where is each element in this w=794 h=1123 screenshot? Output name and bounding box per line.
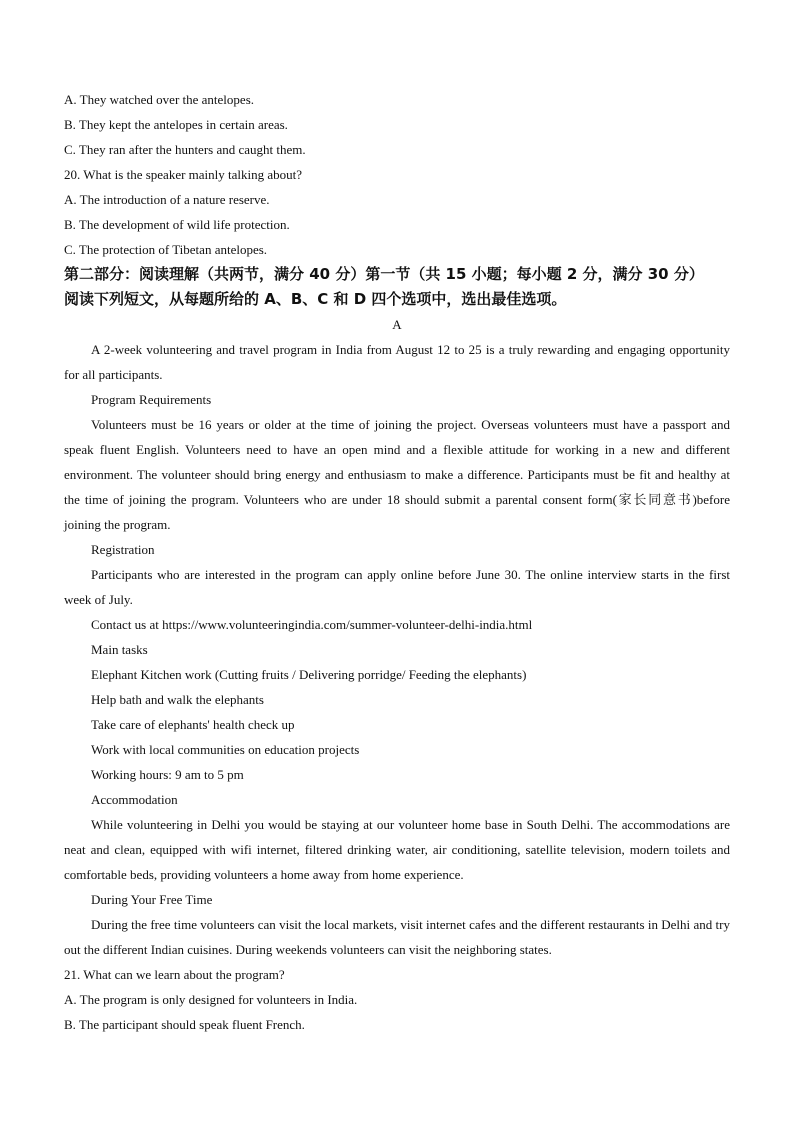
q19-option-c: C. They ran after the hunters and caught them. bbox=[64, 142, 306, 157]
document-page bbox=[64, 87, 730, 1037]
q21-question: 21. What can we learn about the program? bbox=[64, 967, 285, 982]
passage-intro: A 2-week volunteering and travel program in India from August 12 to 25 is a truly rewarding and engaging opportunity for all participants. bbox=[64, 342, 730, 382]
task-item: Take care of elephants' health check up bbox=[91, 717, 295, 732]
accommodation-text: While volunteering in Delhi you would be staying at our volunteer home base in South Delhi. The accommodations are neat and clean, equipped with wifi internet, filtered drinking water, air conditioning, satellite television, modern toilets and comfortable beds, providing volunteers a home away from home experience. bbox=[64, 817, 730, 882]
q20-option-c: C. The protection of Tibetan antelopes. bbox=[64, 242, 268, 257]
q20-option-b: B. The development of wild life protection. bbox=[64, 217, 290, 232]
contact-line: Contact us at https://www.volunteeringindia.com/summer-volunteer-delhi-india.html bbox=[91, 617, 533, 632]
registration-title: Registration bbox=[91, 542, 155, 557]
working-hours: Working hours: 9 am to 5 pm bbox=[91, 767, 244, 782]
task-item: Work with local communities on education projects bbox=[91, 742, 360, 757]
q20-question: 20. What is the speaker mainly talking about? bbox=[64, 167, 303, 182]
section-heading-2: 阅读下列短文，从每题所给的 A、B、C 和 D 四个选项中，选出最佳选项。 bbox=[64, 290, 567, 308]
passage-label: A bbox=[392, 317, 402, 332]
q19-option-a: A. They watched over the antelopes. bbox=[64, 92, 254, 107]
task-item: Help bath and walk the elephants bbox=[91, 692, 264, 707]
tasks-title: Main tasks bbox=[91, 642, 148, 657]
freetime-title: During Your Free Time bbox=[91, 892, 213, 907]
q19-option-b: B. They kept the antelopes in certain areas. bbox=[64, 117, 288, 132]
freetime-text: During the free time volunteers can visit the local markets, visit internet cafes and the different restaurants in Delhi and try out the different Indian cuisines. During weekends volunteers can visit the neighboring states. bbox=[64, 917, 730, 957]
q20-option-a: A. The introduction of a nature reserve. bbox=[64, 192, 270, 207]
q21-option-b: B. The participant should speak fluent French. bbox=[64, 1017, 305, 1032]
accommodation-title: Accommodation bbox=[91, 792, 178, 807]
registration-text: Participants who are interested in the program can apply online before June 30. The online interview starts in the first week of July. bbox=[64, 567, 730, 607]
requirements-text: Volunteers must be 16 years or older at the time of joining the project. Overseas volunteers must have a passport and speak fluent English. Volunteers need to have an open mind and a flexible attitude for working in a new and different environment. The volunteer should bring energy and enthusiasm to make a difference. Participants must be fit and healthy at the time of joining the program. Volunteers who are under 18 should submit a parental consent form(家长同意书)before joining the program. bbox=[64, 417, 730, 532]
q21-option-a: A. The program is only designed for volunteers in India. bbox=[64, 992, 358, 1007]
requirements-title: Program Requirements bbox=[91, 392, 212, 407]
task-item: Elephant Kitchen work (Cutting fruits / Delivering porridge/ Feeding the elephants) bbox=[91, 667, 527, 682]
section-heading-1: 第二部分：阅读理解（共两节，满分 40 分）第一节（共 15 小题；每小题 2 分，满分 30 分） bbox=[64, 265, 704, 283]
